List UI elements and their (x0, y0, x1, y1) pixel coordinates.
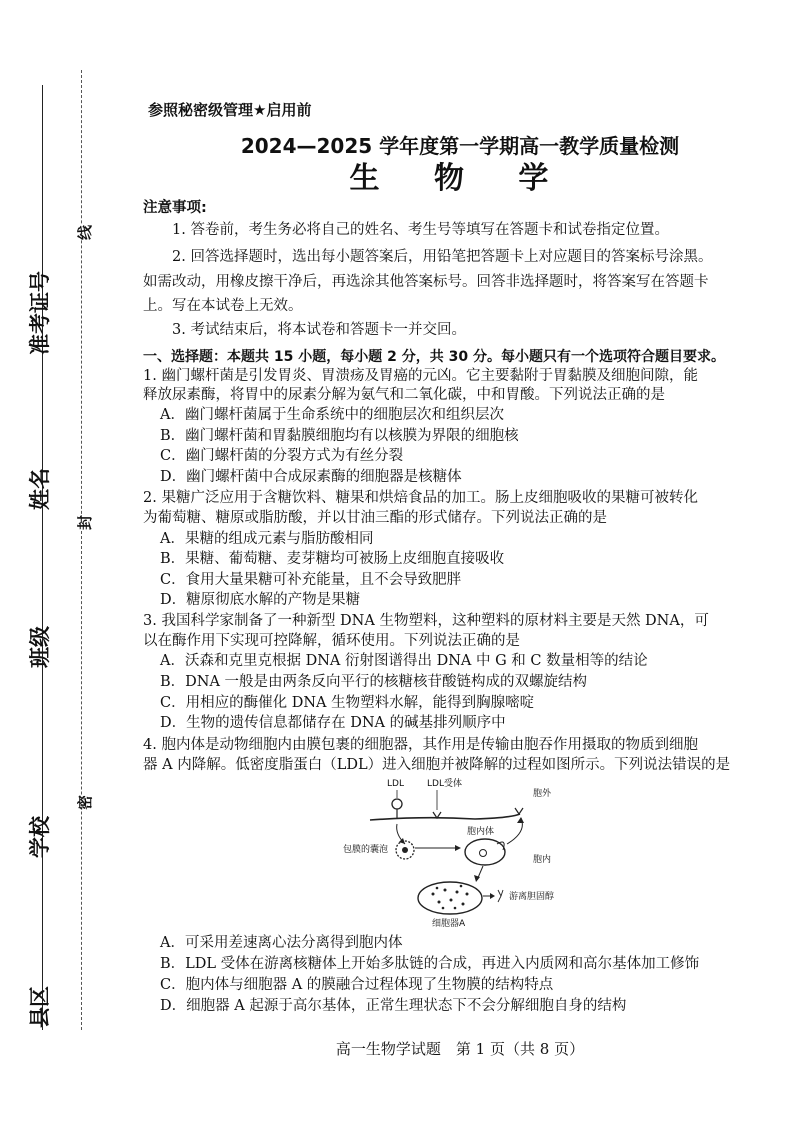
question-3-stem: 3. 我国科学家制备了一种新型 DNA 生物塑料，这种塑料的原材料主要是天然 DNA，可 (143, 613, 709, 629)
confidential-label: 参照秘密级管理★启用前 (148, 101, 312, 119)
label-endosome: 胞内体 (467, 827, 495, 837)
question-2-option-a: A．果糖的组成元素与脂肪酸相同 (160, 531, 374, 547)
notice-line: 上。写在本试卷上无效。 (143, 298, 303, 314)
organelle-a (418, 882, 482, 914)
question-2-stem: 为葡萄糖、糖原或脂肪酸，并以甘油三酯的形式储存。下列说法正确的是 (143, 510, 607, 526)
question-1-stem: 释放尿素酶，将胃中的尿素分解为氨气和二氧化碳，中和胃酸。下列说法正确的是 (143, 387, 665, 403)
notice-line: 2. 回答选择题时，选出每小题答案后，用铅笔把答题卡上对应题目的答案标号涂黑。 (172, 249, 713, 265)
notice-line: 1. 答卷前，考生务必将自己的姓名、考生号等填写在答题卡和试卷指定位置。 (172, 222, 669, 238)
question-3-stem: 以在酶作用下实现可控降解，循环使用。下列说法正确的是 (143, 633, 520, 649)
exam-title: 2024—2025 学年度第一学期高一教学质量检测 (240, 134, 680, 158)
question-1-option-c: C．幽门螺杆菌的分裂方式为有丝分裂 (160, 448, 404, 464)
question-1-option-d: D．幽门螺杆菌中合成尿素酶的细胞器是核糖体 (160, 469, 462, 485)
label-cholesterol: 游离胆固醇 (509, 892, 555, 902)
label-outside: 胞外 (533, 789, 552, 799)
margin-label-name: 姓名 (28, 468, 52, 510)
seal-mark-line: 线 (76, 224, 94, 240)
question-3-option-a: A．沃森和克里克根据 DNA 衍射图谱得出 DNA 中 G 和 C 数量相等的结论 (160, 653, 648, 669)
seal-mark-seal: 封 (76, 514, 94, 530)
question-3-option-d: D．生物的遗传信息都储存在 DNA 的碱基排列顺序中 (160, 715, 506, 731)
question-3-option-b: B．DNA 一般是由两条反向平行的核糖核苷酸链构成的双螺旋结构 (160, 674, 588, 690)
margin-label-district: 县区 (28, 986, 52, 1028)
question-4-stem: 4. 胞内体是动物细胞内由膜包裹的细胞器，其作用是传输由胞吞作用摄取的物质到细胞 (143, 737, 698, 753)
label-organelle-a: 细胞器A (432, 919, 466, 929)
margin-label-class: 班级 (28, 626, 52, 668)
ldl-particle (392, 799, 402, 809)
page-footer: 高一生物学试题 第 1 页（共 8 页） (335, 1040, 585, 1058)
margin-line (42, 85, 43, 1030)
section-heading: 一、选择题：本题共 15 小题，每小题 2 分，共 30 分。每小题只有一个选项符合题目要求。 (143, 349, 725, 365)
question-4-stem: 器 A 内降解。低密度脂蛋白（LDL）进入细胞并被降解的过程如图所示。下列说法错误的是 (143, 757, 731, 773)
label-inside: 胞内 (533, 855, 552, 865)
question-2-option-d: D．糖原彻底水解的产物是果糖 (160, 592, 361, 608)
subject-title: 生 物 学 (349, 161, 571, 196)
question-1-option-b: B．幽门螺杆菌和胃黏膜细胞均有以核膜为界限的细胞核 (160, 428, 519, 444)
question-4-option-b: B．LDL 受体在游离核糖体上开始多肽链的合成，再进入内质网和高尔基体加工修饰 (160, 956, 700, 972)
margin-label-exam-number: 准考证号 (28, 271, 52, 355)
question-4-option-d: D．细胞器 A 起源于高尔基体，正常生理状态下不会分解细胞自身的结构 (160, 998, 627, 1014)
question-2-option-c: C．食用大量果糖可补充能量，且不会导致肥胖 (160, 572, 462, 588)
seal-mark-secret: 密 (76, 794, 94, 810)
label-receptor: LDL受体 (427, 779, 462, 789)
question-2-stem: 2. 果糖广泛应用于含糖饮料、糖果和烘焙食品的加工。肠上皮细胞吸收的果糖可被转化 (143, 490, 698, 506)
question-1-stem: 1. 幽门螺杆菌是引发胃炎、胃溃疡及胃癌的元凶。它主要黏附于胃黏膜及细胞间隙，能 (143, 368, 698, 384)
question-4-option-a: A．可采用差速离心法分离得到胞内体 (160, 935, 403, 951)
margin-label-school: 学校 (28, 816, 52, 858)
notice-heading: 注意事项: (143, 200, 207, 216)
question-2-option-b: B．果糖、葡萄糖、麦芽糖均可被肠上皮细胞直接吸收 (160, 551, 505, 567)
endocytosis-figure (335, 772, 575, 932)
label-ldl: LDL (387, 779, 404, 789)
label-vesicle: 包膜的囊泡 (343, 845, 389, 855)
seal-line (81, 70, 82, 1030)
question-1-option-a: A．幽门螺杆菌属于生命系统中的细胞层次和组织层次 (160, 407, 504, 423)
question-4-option-c: C．胞内体与细胞器 A 的膜融合过程体现了生物膜的结构特点 (160, 977, 554, 993)
question-3-option-c: C．用相应的酶催化 DNA 生物塑料水解，能得到胸腺嘧啶 (160, 695, 535, 711)
cell-membrane (370, 814, 520, 820)
notice-line: 如需改动，用橡皮擦干净后，再选涂其他答案标号。回答非选择题时，将答案写在答题卡 (143, 274, 709, 290)
notice-line: 3. 考试结束后，将本试卷和答题卡一并交回。 (172, 322, 466, 338)
